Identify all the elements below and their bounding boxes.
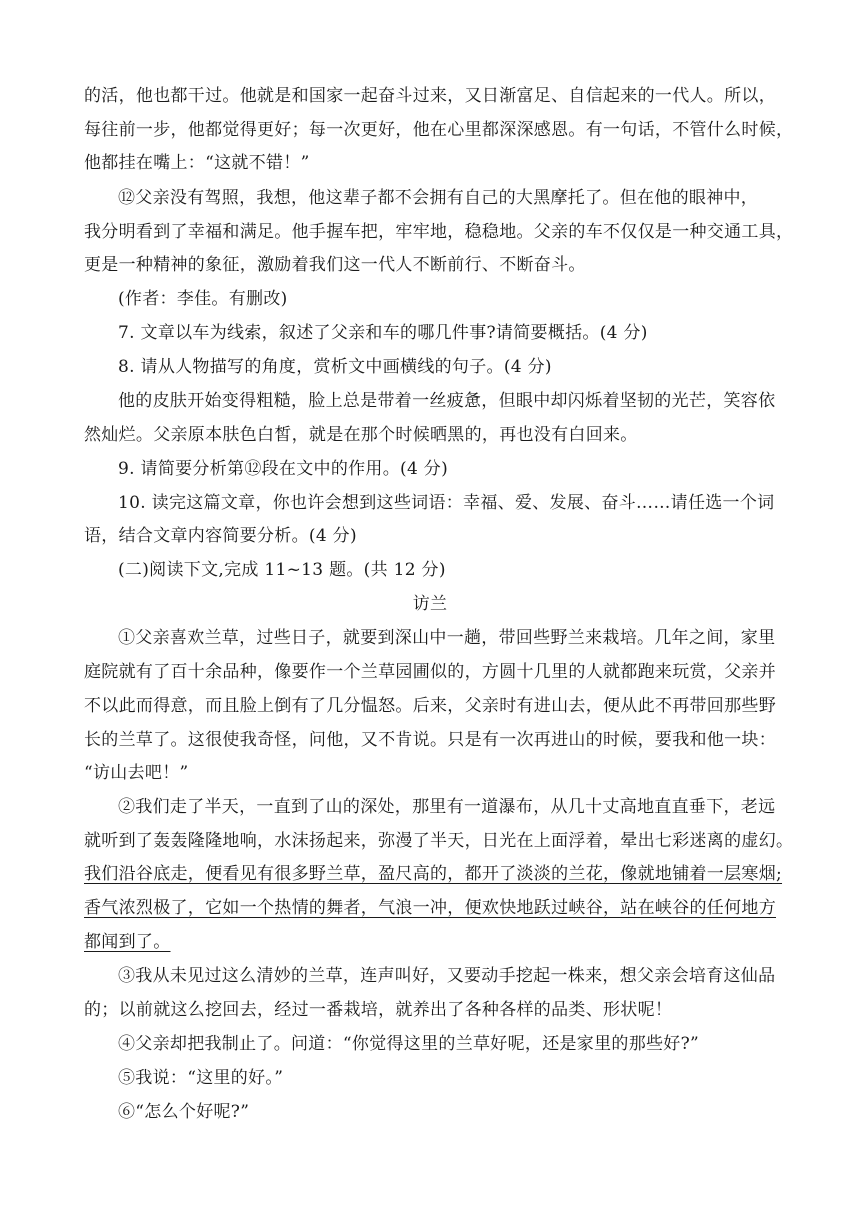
text-line: 的活，他也都干过。他就是和国家一起奋斗过来，又日渐富足、自信起来的一代人。所以， bbox=[84, 86, 776, 106]
underlined-sentence: 我们沿谷底走，便看见有很多野兰草，盈尺高的，都开了淡淡的兰花，像就地铺着一层寒烟; bbox=[84, 864, 783, 884]
text-line: 我分明看到了幸福和满足。他手握车把，牢牢地，稳稳地。父亲的车不仅仅是一种交通工具， bbox=[84, 222, 794, 242]
text-line: 他都挂在嘴上：“这就不错！” bbox=[84, 153, 310, 173]
text-line: 不以此而得意，而且脸上倒有了几分愠怒。后来，父亲时有进山去，便从此不再带回那些野 bbox=[84, 696, 776, 716]
paragraph-5-line: ⑤我说：“这里的好。” bbox=[118, 1068, 284, 1088]
text-line: 更是一种精神的象征，激励着我们这一代人不断前行、不断奋斗。 bbox=[84, 255, 586, 275]
text-line: 每往前一步，他都觉得更好；每一次更好，他在心里都深深感恩。有一句话，不管什么时候， bbox=[84, 120, 794, 140]
question-8: 8. 请从人物描写的角度，赏析文中画横线的句子。(4 分) bbox=[118, 357, 552, 377]
question-7: 7. 文章以车为线索，叙述了父亲和车的哪几件事?请简要概括。(4 分) bbox=[118, 323, 648, 343]
underlined-text: 都闻到了。 bbox=[84, 932, 171, 952]
question-10: 10. 读完这篇文章，你也许会想到这些词语：幸福、爱、发展、奋斗……请任选一个词 bbox=[118, 493, 775, 513]
text-line: 庭院就有了百十余品种，像要作一个兰草园圃似的，方圆十几里的人就都跑来玩赏，父亲并 bbox=[84, 662, 776, 682]
quoted-sentence: 然灿烂。父亲原本肤色白皙，就是在那个时候晒黑的，再也没有白回来。 bbox=[84, 425, 638, 445]
text-line: “访山去吧！” bbox=[84, 763, 189, 783]
paragraph-4-line: ④父亲却把我制止了。问道：“你觉得这里的兰草好呢，还是家里的那些好?” bbox=[118, 1034, 699, 1054]
text-line: 的；以前就这么挖回去，经过一番栽培，就养出了各种各样的品类、形状呢！ bbox=[84, 1000, 673, 1020]
underlined-sentence-end bbox=[84, 930, 784, 954]
paragraph-12-line: ⑫父亲没有驾照，我想，他这辈子都不会拥有自己的大黑摩托了。但在他的眼神中， bbox=[118, 188, 759, 208]
underlined-sentence: 香气浓烈极了，它如一个热情的舞者，气浪一冲，便欢快地跃过峡谷，站在峡谷的任何地方 bbox=[84, 898, 776, 918]
text-line: 就听到了轰轰隆隆地响，水沫扬起来，弥漫了半天，日光在上面浮着，晕出七彩迷离的虚幻。 bbox=[84, 831, 794, 851]
paragraph-2-line: ②我们走了半天，一直到了山的深处，那里有一道瀑布，从几十丈高地直直垂下，老远 bbox=[118, 797, 776, 817]
question-10: 语，结合文章内容简要分析。(4 分) bbox=[84, 526, 357, 546]
paragraph-3-line: ③我从未见过这么清妙的兰草，连声叫好，又要动手挖起一株来，想父亲会培育这仙品 bbox=[118, 966, 776, 986]
paragraph-6-line: ⑥“怎么个好呢?” bbox=[118, 1102, 250, 1122]
question-9: 9. 请简要分析第⑫段在文中的作用。(4 分) bbox=[118, 459, 449, 479]
text-line: 长的兰草了。这很使我奇怪，问他，又不肯说。只是有一次再进山的时候，要我和他一块： bbox=[84, 730, 776, 750]
quoted-sentence: 他的皮肤开始变得粗糙，脸上总是带着一丝疲惫，但眼中却闪烁着坚韧的光芒，笑容依 bbox=[118, 391, 776, 411]
author-note: (作者：李佳。有删改) bbox=[118, 289, 288, 309]
article-title: 访兰 bbox=[412, 594, 448, 614]
paragraph-1-line: ①父亲喜欢兰草，过些日子，就要到深山中一趟，带回些野兰来栽培。几年之间，家里 bbox=[118, 628, 776, 648]
section-heading: (二)阅读下文,完成 11~13 题。(共 12 分) bbox=[118, 560, 446, 580]
